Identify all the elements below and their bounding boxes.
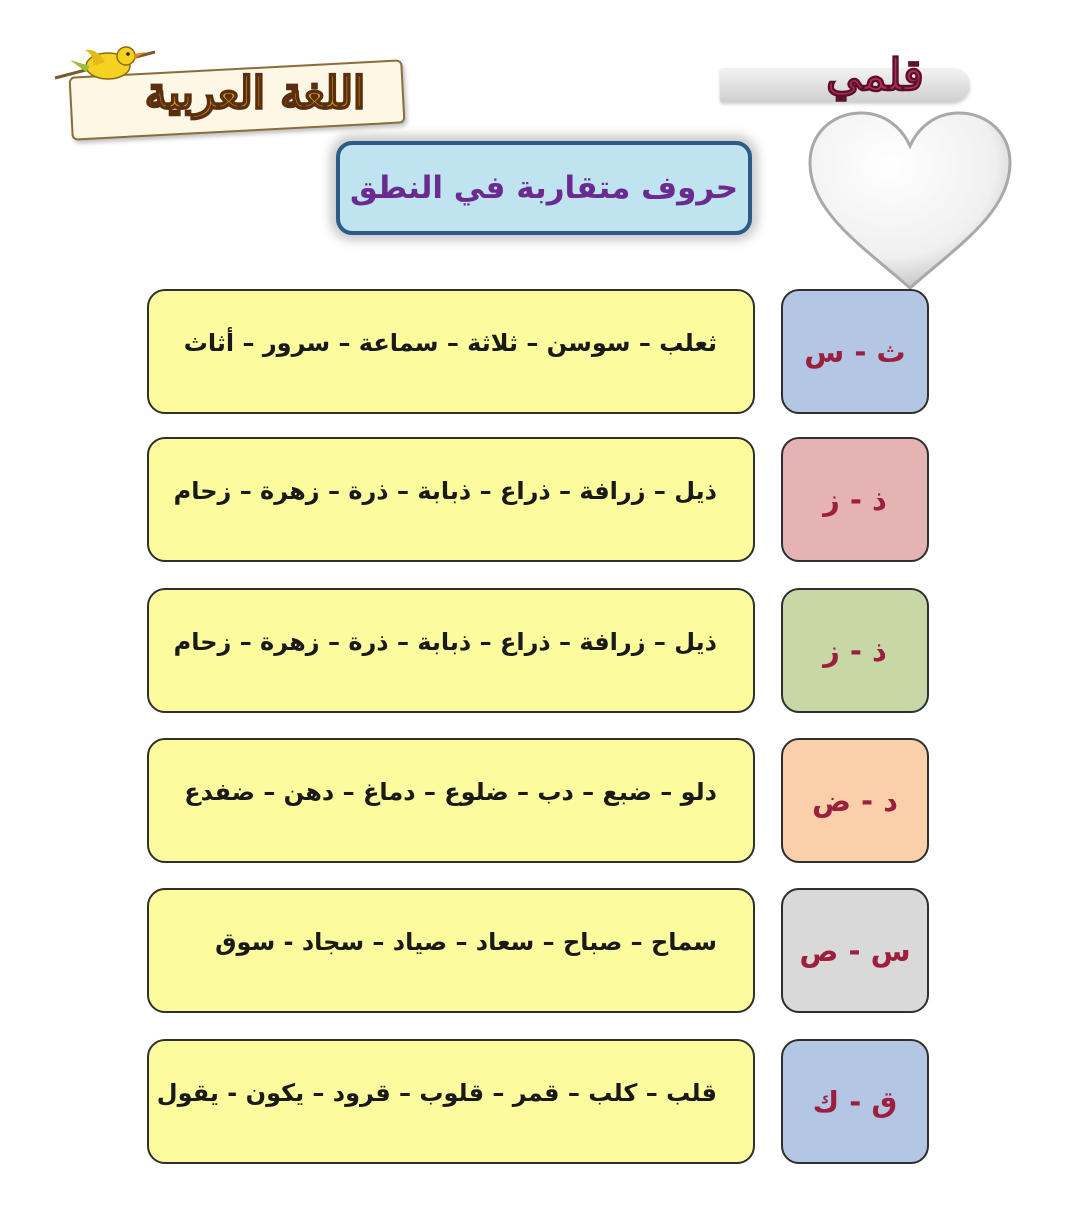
- words-box-2: [147, 437, 755, 562]
- example-words-2: ذيل – زرافة – ذراع – ذبابة – ذرة – زهرة – زحام: [173, 476, 717, 505]
- page-title: حروف متقاربة في النطق: [349, 170, 739, 206]
- example-words-1: ثعلب – سوسن – ثلاثة – سماعة – سرور – أثاث: [183, 328, 717, 357]
- example-words-3: ذيل – زرافة – ذراع – ذبابة – ذرة – زهرة – زحام: [173, 627, 717, 656]
- letter-pair-3: ذ - ز: [823, 633, 887, 668]
- heart-icon: [805, 108, 1015, 293]
- arabic-language-logo: [50, 38, 420, 133]
- words-box-3: [147, 588, 755, 713]
- letters-box-6: [781, 1039, 929, 1164]
- logo-text-qalami: قلمي: [826, 50, 924, 101]
- letters-box-1: [781, 289, 929, 414]
- letter-pair-1: ث - س: [804, 334, 906, 369]
- letters-box-2: [781, 437, 929, 562]
- letters-box-3: [781, 588, 929, 713]
- letter-pair-2: ذ - ز: [823, 482, 887, 517]
- example-words-5: سماح – صباح – سعاد – صياد – سجاد - سوق: [215, 927, 717, 956]
- words-box-4: [147, 738, 755, 863]
- words-box-1: [147, 289, 755, 414]
- letters-box-4: [781, 738, 929, 863]
- letter-pair-4: د - ض: [811, 783, 899, 818]
- words-box-6: [147, 1039, 755, 1164]
- logo-text-arabic-language: اللغة العربية: [144, 68, 366, 119]
- page-title-box: [336, 141, 752, 235]
- example-words-6: قلب – كلب – قمر – قلوب – قرود – يكون - يقول: [156, 1078, 717, 1107]
- example-words-4: دلو – ضبع – دب – ضلوع – دماغ – دهن – ضفدع: [184, 777, 717, 806]
- letter-pair-5: س - ص: [799, 933, 911, 968]
- letters-box-5: [781, 888, 929, 1013]
- letter-pair-6: ق - ك: [812, 1084, 898, 1119]
- words-box-5: [147, 888, 755, 1013]
